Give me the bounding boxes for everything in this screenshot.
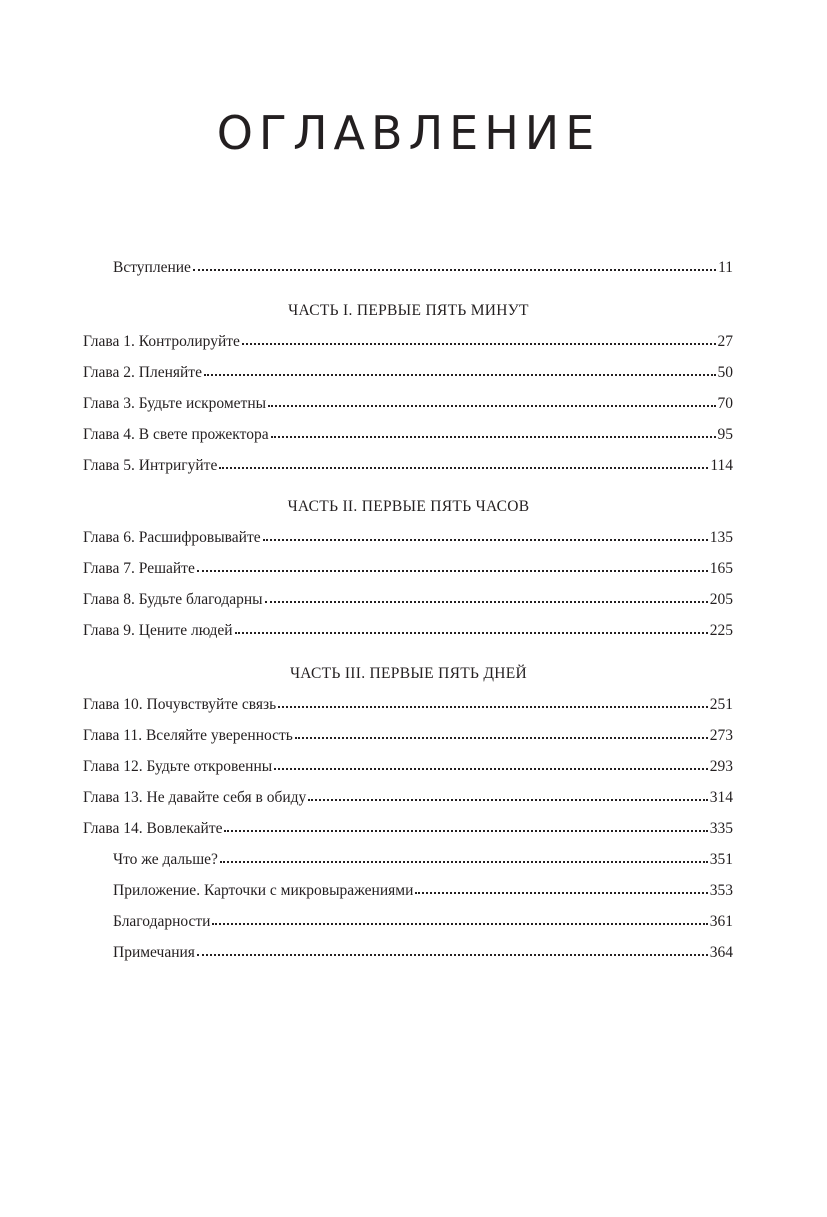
dot-leader [308, 799, 707, 801]
page-title: ОГЛАВЛЕНИЕ [216, 106, 601, 160]
toc-entry-page: 27 [717, 333, 733, 350]
dot-leader [242, 343, 716, 345]
toc-entry-page: 205 [709, 591, 733, 608]
toc-entry-page: 165 [709, 560, 733, 577]
toc-entry[interactable] [83, 528, 733, 548]
dot-leader [212, 923, 707, 925]
toc-entry[interactable] [83, 425, 733, 445]
dot-leader [415, 892, 707, 894]
toc-entry-label: Благодарности [113, 913, 211, 930]
toc-entry-label: Примечания [113, 944, 195, 961]
toc-entry-page: 361 [709, 913, 733, 930]
toc-entry[interactable] [83, 695, 733, 715]
dot-leader [268, 405, 715, 407]
toc-entry-page: 11 [718, 259, 733, 276]
toc-entry[interactable] [83, 394, 733, 414]
toc-entry[interactable] [83, 726, 733, 746]
dot-leader [278, 706, 708, 708]
toc-entry-page: 293 [709, 758, 733, 775]
toc-entry-label: Глава 12. Будьте откровенны [83, 758, 273, 775]
dot-leader [193, 269, 716, 271]
dot-leader [197, 570, 708, 572]
dot-leader [220, 861, 708, 863]
dot-leader [295, 737, 708, 739]
toc-entry-label: Что же дальше? [113, 851, 218, 868]
toc-entry-label: Глава 3. Будьте искрометны [83, 395, 267, 412]
toc-entry-label: Вступление [113, 259, 191, 276]
toc-entry-page: 335 [709, 820, 733, 837]
dot-leader [219, 467, 708, 469]
toc-entry-page: 70 [717, 395, 733, 412]
dot-leader [235, 632, 708, 634]
toc-entry-label: Глава 9. Цените людей [83, 622, 233, 639]
toc-entry[interactable] [83, 332, 733, 352]
toc-entry[interactable] [83, 456, 733, 476]
toc-entry-page: 251 [709, 696, 733, 713]
toc-entry-page: 225 [709, 622, 733, 639]
toc-entry-page: 353 [709, 882, 733, 899]
toc-entry[interactable] [83, 788, 733, 808]
toc-entry-back-matter[interactable] [113, 912, 733, 932]
toc-entry-label: Глава 14. Вовлекайте [83, 820, 223, 837]
toc-entry-page: 314 [709, 789, 733, 806]
toc-entry-label: Глава 8. Будьте благодарны [83, 591, 263, 608]
toc-entry[interactable] [83, 757, 733, 777]
toc-entry-label: Глава 10. Почувствуйте связь [83, 696, 277, 713]
toc-entry[interactable] [83, 363, 733, 383]
part-heading: ЧАСТЬ II. ПЕРВЫЕ ПЯТЬ ЧАСОВ [287, 498, 530, 515]
toc-entry-label: Глава 1. Контролируйте [83, 333, 240, 350]
toc-entry-page: 364 [709, 944, 733, 961]
dot-leader [265, 601, 708, 603]
toc-entry-page: 95 [717, 426, 733, 443]
dot-leader [271, 436, 716, 438]
toc-entry[interactable] [83, 621, 733, 641]
toc-entry-page: 351 [709, 851, 733, 868]
toc-entry-page: 114 [710, 457, 733, 474]
toc-entry[interactable] [83, 590, 733, 610]
toc-entry-intro[interactable] [113, 258, 733, 278]
toc-entry-back-matter[interactable] [113, 943, 733, 963]
toc-entry[interactable] [83, 819, 733, 839]
part-heading: ЧАСТЬ I. ПЕРВЫЕ ПЯТЬ МИНУТ [288, 302, 529, 319]
dot-leader [224, 830, 707, 832]
toc-entry-label: Глава 11. Вселяйте уверенность [83, 727, 293, 744]
toc-entry-label: Приложение. Карточки с микровыражениями [113, 882, 414, 899]
toc-entry-page: 135 [709, 529, 733, 546]
toc-entry-back-matter[interactable] [113, 850, 733, 870]
toc-entry-label: Глава 2. Пленяйте [83, 364, 202, 381]
dot-leader [204, 374, 716, 376]
toc-entry-label: Глава 7. Решайте [83, 560, 195, 577]
toc-entry-label: Глава 4. В свете прожектора [83, 426, 269, 443]
toc-entry-label: Глава 13. Не давайте себя в обиду [83, 789, 307, 806]
toc-entry-label: Глава 6. Расшифровывайте [83, 529, 261, 546]
part-heading: ЧАСТЬ III. ПЕРВЫЕ ПЯТЬ ДНЕЙ [289, 665, 528, 682]
toc-entry-label: Глава 5. Интригуйте [83, 457, 218, 474]
dot-leader [197, 954, 708, 956]
toc-entry[interactable] [83, 559, 733, 579]
dot-leader [274, 768, 708, 770]
dot-leader [263, 539, 708, 541]
toc-entry-page: 50 [717, 364, 733, 381]
toc-entry-back-matter[interactable] [113, 881, 733, 901]
toc-entry-page: 273 [709, 727, 733, 744]
